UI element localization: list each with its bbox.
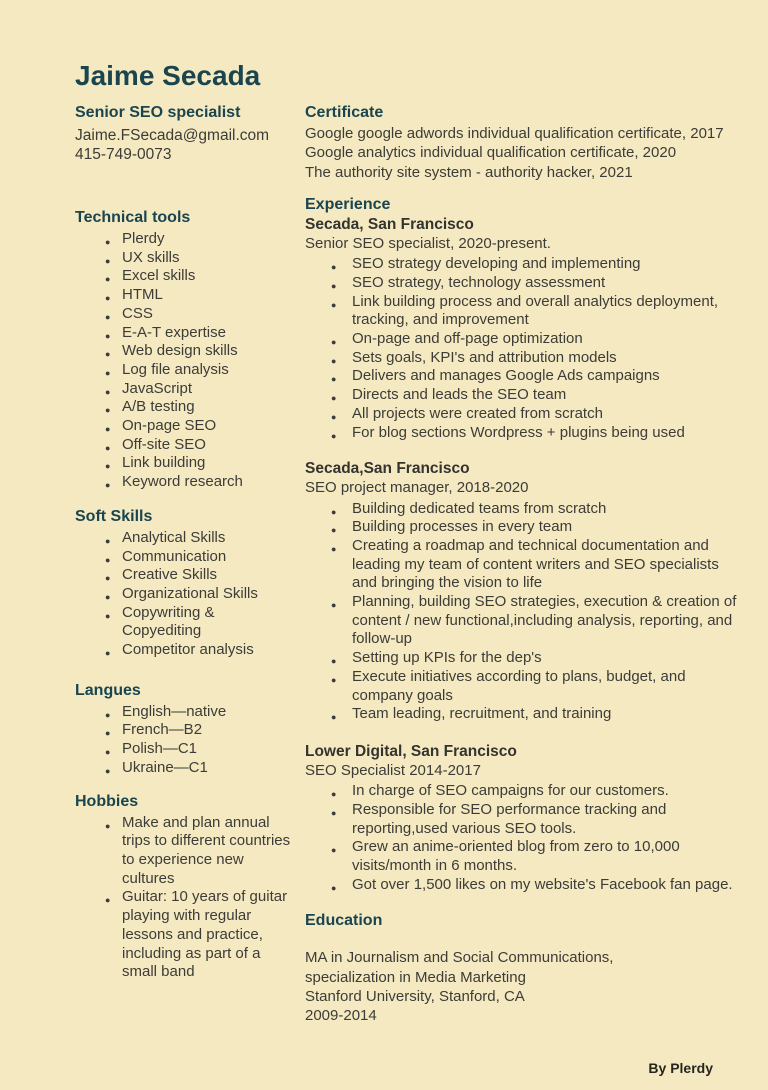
- section-heading-langues: Langues: [75, 681, 141, 699]
- list-item-list: [75, 814, 305, 982]
- section-heading-education: Education: [305, 912, 383, 930]
- list-item: ● JavaScript: [105, 380, 297, 399]
- list-item: ● Keyword research: [105, 473, 297, 492]
- company-name: Secada, San Francisco: [305, 215, 474, 233]
- company-name: Lower Digital, San Francisco: [305, 742, 517, 760]
- bullet-item: ● Building dedicated teams from scratch: [331, 500, 740, 519]
- education-line: specialization in Media Marketing: [305, 968, 526, 986]
- list-item-list: [75, 230, 305, 492]
- section-heading-soft-skills: Soft Skills: [75, 507, 153, 525]
- bullet-item: ● Responsible for SEO performance tracking and reporting,used various SEO tools.: [331, 801, 740, 838]
- list-item: ● Web design skills: [105, 342, 297, 361]
- list-item: ● HTML: [105, 286, 297, 305]
- bullet-item: ● Team leading, recruitment, and training: [331, 705, 740, 724]
- list-item: ● Analytical Skills: [105, 529, 297, 548]
- phone-text: 415-749-0073: [75, 146, 172, 163]
- bullet-item: ● Got over 1,500 likes on my website's Facebook fan page.: [331, 876, 740, 895]
- resume-columns: [75, 103, 740, 1026]
- list-item: ● Make and plan annual trips to different countries to experience new cultures: [105, 814, 297, 889]
- bullet-item-list: [305, 782, 740, 894]
- bullet-item: ● On-page and off-page optimization: [331, 330, 740, 349]
- education-line: 2009-2014: [305, 1007, 377, 1025]
- experience-jobs: [305, 215, 740, 895]
- education-line: Stanford University, Stanford, CA: [305, 988, 525, 1006]
- left-sections: [75, 208, 305, 982]
- education-details: [305, 948, 740, 1025]
- list-item: ● Communication: [105, 548, 297, 567]
- list-item: ● On-page SEO: [105, 417, 297, 436]
- bullet-item: ● Grew an anime-oriented blog from zero to 10,000 visits/month in 6 months.: [331, 838, 740, 875]
- list-item: ● Ukraine—C1: [105, 759, 297, 778]
- list-item: ● A/B testing: [105, 398, 297, 417]
- list-item: ● Guitar: 10 years of guitar playing with regular lessons and practice, including as part of a small band: [105, 888, 297, 982]
- left-column: [75, 103, 305, 1026]
- job-lower-digital-san-francisco: [305, 742, 740, 895]
- role-line: Senior SEO specialist, 2020-present.: [305, 234, 551, 252]
- list-item: ● E-A-T expertise: [105, 324, 297, 343]
- role-line: SEO Specialist 2014-2017: [305, 761, 481, 779]
- list-item: ● Creative Skills: [105, 566, 297, 585]
- certificate-line: The authority site system - authority hacker, 2021: [305, 163, 633, 181]
- bullet-item: ● Directs and leads the SEO team: [331, 386, 740, 405]
- education-line: MA in Journalism and Social Communications,: [305, 949, 614, 967]
- section-hobbies: [75, 792, 305, 982]
- job-secada-san-francisco: [305, 459, 740, 724]
- company-name: Secada,San Francisco: [305, 460, 470, 478]
- bullet-item: ● Delivers and manages Google Ads campaigns: [331, 367, 740, 386]
- list-item: ● Copywriting & Copyediting: [105, 604, 297, 641]
- list-item: ● Log file analysis: [105, 361, 297, 380]
- bullet-item: ● Creating a roadmap and technical documentation and leading my team of content writers and SEO specialists and bringing the vision to life: [331, 537, 740, 593]
- bullet-item: ● Setting up KPIs for the dep's: [331, 649, 740, 668]
- person-name: Jaime Secada: [75, 60, 261, 91]
- bullet-item: ● SEO strategy, technology assessment: [331, 274, 740, 293]
- bullet-item: ● SEO strategy developing and implementing: [331, 255, 740, 274]
- list-item: ● CSS: [105, 305, 297, 324]
- section-langues: [75, 681, 305, 778]
- email-text: Jaime.FSecada@gmail.com: [75, 127, 270, 144]
- list-item: ● Plerdy: [105, 230, 297, 249]
- bullet-item: ● Execute initiatives according to plans, budget, and company goals: [331, 668, 740, 705]
- bullet-item: ● All projects were created from scratch: [331, 405, 740, 424]
- bullet-item: ● In charge of SEO campaigns for our customers.: [331, 782, 740, 801]
- list-item: ● Organizational Skills: [105, 585, 297, 604]
- section-technical-tools: [75, 208, 305, 492]
- list-item: ● Polish—C1: [105, 740, 297, 759]
- certificate-line: Google google adwords individual qualification certificate, 2017: [305, 125, 724, 142]
- right-column: [305, 103, 740, 1026]
- bullet-item: ● Building processes in every team: [331, 518, 740, 537]
- list-item-list: [75, 703, 305, 778]
- job-title: Senior SEO specialist: [75, 104, 241, 121]
- list-item: ● French—B2: [105, 721, 297, 740]
- section-soft-skills: [75, 507, 305, 660]
- plerdy-credit: By Plerdy: [648, 1060, 713, 1076]
- bullet-item-list: [305, 500, 740, 724]
- list-item: ● Link building: [105, 454, 297, 473]
- section-heading-experience: Experience: [305, 195, 391, 213]
- list-item: ● Off-site SEO: [105, 436, 297, 455]
- certificate-list: [305, 124, 740, 182]
- bullet-item: ● For blog sections Wordpress + plugins being used: [331, 424, 740, 443]
- list-item: ● Competitor analysis: [105, 641, 297, 660]
- list-item: ● UX skills: [105, 249, 297, 268]
- list-item: ● Excel skills: [105, 267, 297, 286]
- job-secada-san-francisco: [305, 215, 740, 442]
- list-item-list: [75, 529, 305, 660]
- list-item: ● English—native: [105, 703, 297, 722]
- section-heading-hobbies: Hobbies: [75, 792, 139, 810]
- role-line: SEO project manager, 2018-2020: [305, 479, 529, 497]
- bullet-item: ● Planning, building SEO strategies, execution & creation of content / new functional,including analysis, reporting, and follow-up: [331, 593, 740, 649]
- section-heading-certificate: Certificate: [305, 104, 384, 121]
- bullet-item: ● Sets goals, KPI's and attribution models: [331, 349, 740, 368]
- bullet-item-list: [305, 255, 740, 442]
- bullet-item: ● Link building process and overall analytics deployment, tracking, and improvement: [331, 293, 740, 330]
- section-heading-technical-tools: Technical tools: [75, 209, 191, 226]
- certificate-line: Google analytics individual qualification certificate, 2020: [305, 144, 677, 162]
